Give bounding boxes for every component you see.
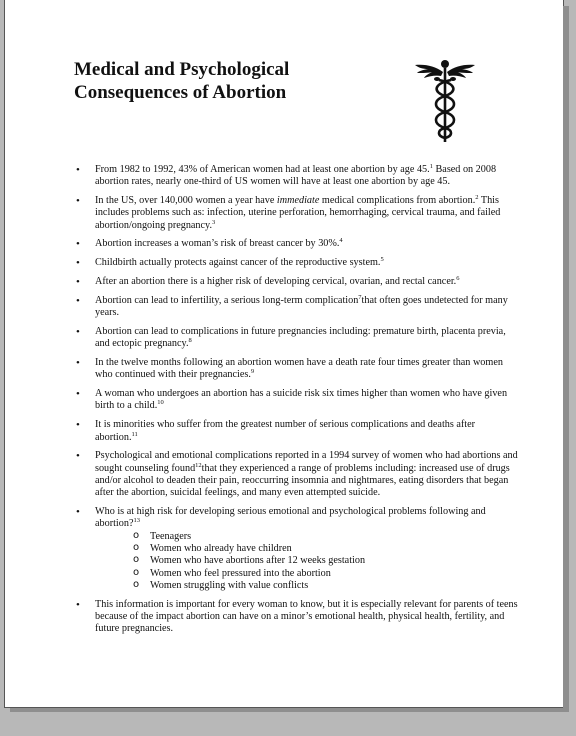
bullet-item xyxy=(73,506,518,592)
bullet-item xyxy=(73,326,518,351)
bullet-item xyxy=(73,599,518,636)
footnote-ref: 9 xyxy=(250,368,255,376)
content-body xyxy=(73,164,518,642)
bullet-text: After an abortion there is a higher risk of developing cervical, ovarian, and rectal cancer. xyxy=(95,276,457,288)
bullet-list xyxy=(73,164,518,636)
bullet-text: In the US, over 140,000 women a year have xyxy=(95,195,277,207)
bullet-item xyxy=(73,164,518,189)
bullet-text: This information is important for every woman to know, but it is especially relevant for parents of teens because of the impact abortion can have on a minor’s emotional health, physical health, fertility, and future pregnancies. xyxy=(95,598,518,635)
bullet-text: Abortion can lead to complications in future pregnancies including: premature birth, placenta previa, and ectopic pregnancy. xyxy=(95,325,506,350)
footnote-ref: 4 xyxy=(339,237,343,245)
bullet-text: Childbirth actually protects against cancer of the reproductive system. xyxy=(95,257,381,269)
bullet-item xyxy=(73,357,518,382)
footnote-ref: 6 xyxy=(456,275,460,283)
sub-list-item: o Women who have abortions after 12 weeks gestation xyxy=(133,555,518,567)
bullet-text: From 1982 to 1992, 43% of American women had at least one abortion by age 45. xyxy=(95,164,430,175)
footnote-ref: 12 xyxy=(195,461,202,469)
document-page xyxy=(4,0,564,708)
sub-list-item: o Teenagers xyxy=(133,531,518,543)
bullet-text: Abortion can lead to infertility, a serious long-term complication xyxy=(95,294,359,306)
title-line-2: Consequences of Abortion xyxy=(74,82,287,103)
bullet-text: that often goes undetected for many years. xyxy=(95,294,508,319)
bullet-item xyxy=(73,276,518,288)
bullet-text: It is minorities who suffer from the greatest number of serious complications and deaths after abortion. xyxy=(95,419,476,443)
sub-list-item: o Women who already have children xyxy=(133,543,518,555)
bullet-item xyxy=(73,195,518,232)
bullet-text: Based on 2008 abortion rates, nearly one-third of US women will have at least one abortion by age 45. xyxy=(95,164,497,188)
footnote-ref: 11 xyxy=(131,430,138,438)
page-shadow-right xyxy=(563,6,569,710)
footnote-ref: 8 xyxy=(188,337,192,345)
caduceus-icon xyxy=(413,58,477,144)
bullet-item xyxy=(73,450,518,499)
bullet-text: This includes problems such as: infection, uterine perforation, hemorrhaging, cervical trauma, and failed abortion/ongoing pregnancy. xyxy=(95,195,501,231)
footnote-ref: 7 xyxy=(358,293,362,301)
footnote-ref: 3 xyxy=(212,218,216,226)
footnote-ref: 10 xyxy=(157,399,164,407)
bullet-text: Psychological and emotional complications reported in a 1994 survey of women who had abortions and sought counseling found xyxy=(95,450,518,474)
bullet-item xyxy=(73,419,518,444)
title-line-1: Medical and Psychological xyxy=(74,59,290,80)
bullet-item xyxy=(73,388,518,413)
footnote-ref: 1 xyxy=(429,163,433,170)
sub-list-item: o Women struggling with value conflicts xyxy=(133,580,518,592)
sub-list-item: o Women who feel pressured into the abortion xyxy=(133,568,518,580)
footnote-ref: 2 xyxy=(475,194,479,202)
bullet-item xyxy=(73,257,518,269)
bullet-text: Who is at high risk for developing serious emotional and psychological problems following and abortion? xyxy=(95,506,486,530)
bullet-text: that they experienced a range of problems including: increased use of drugs and/or alcohol to deaden their pain, reoccurring insomnia and nightmares, eating disorders that began after the abortion, suicidal feelings, and many even attempted suicide. xyxy=(95,462,510,499)
sub-list xyxy=(133,531,518,592)
footnote-ref: 5 xyxy=(380,256,384,264)
bullet-text: In the twelve months following an abortion women have a death rate four times greater than women who continued with their pregnancies. xyxy=(95,357,503,381)
bullet-item xyxy=(73,295,518,320)
bullet-text: medical complications from abortion. xyxy=(319,195,476,207)
footnote-ref: 13 xyxy=(133,517,140,525)
page-shadow-bottom xyxy=(10,708,569,712)
bullet-text: A woman who undergoes an abortion has a suicide risk six times higher than women who have given birth to a child. xyxy=(95,388,508,412)
bullet-item xyxy=(73,238,518,250)
page-title xyxy=(74,58,394,104)
emphasis-text: immediate xyxy=(276,195,320,207)
bullet-text: Abortion increases a woman’s risk of breast cancer by 30%. xyxy=(95,238,340,250)
